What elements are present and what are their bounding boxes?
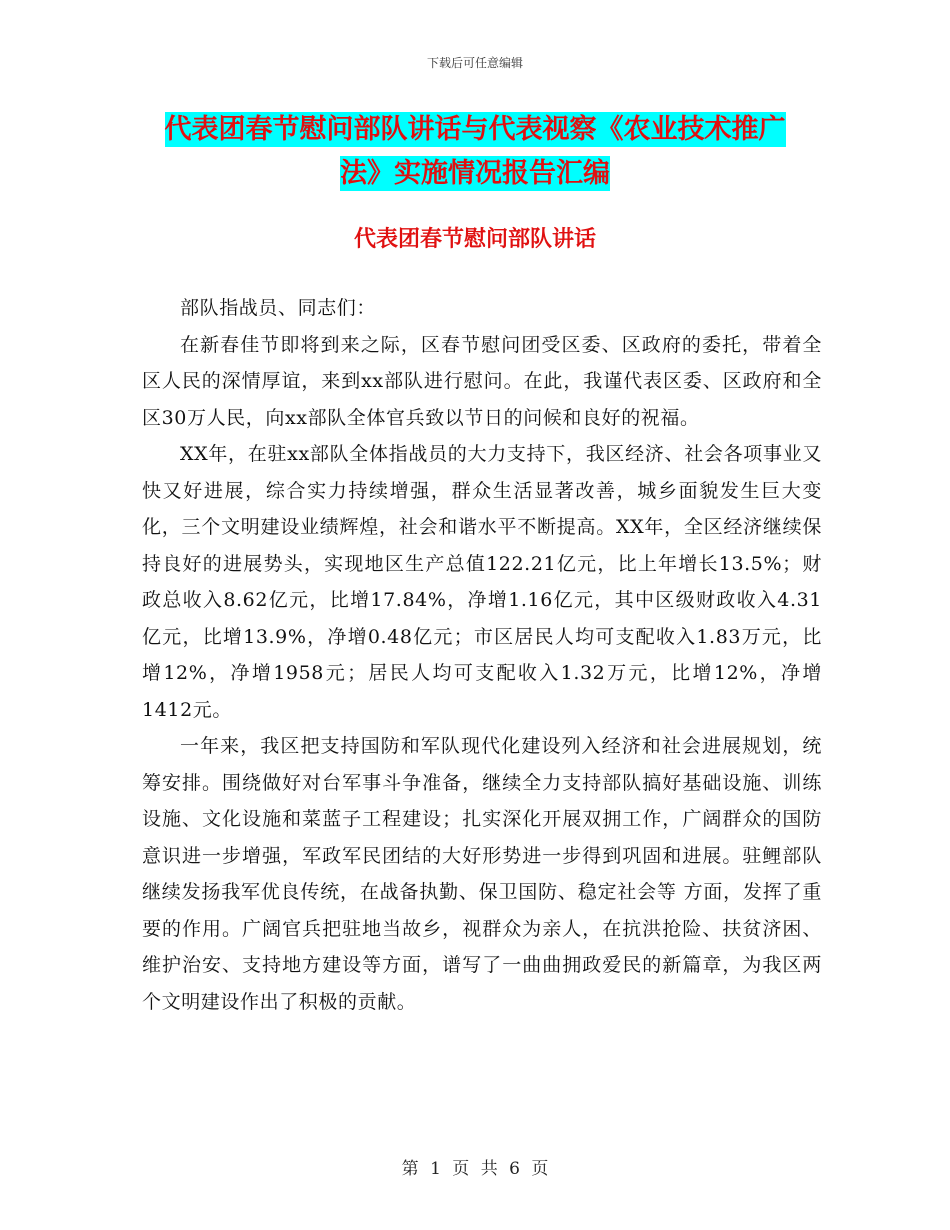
salutation-paragraph: 部队指战员、同志们：	[180, 297, 377, 319]
body-paragraph: 一年来，我区把支持国防和军队现代化建设列入经济和社会进展规划，统筹安排。围绕做好对台军事斗争准备，继续全力支持部队搞好基础设施、训练设施、文化设施和菜蓝子工程建设；扎实深化开展双拥工作，广阔群众的国防意识进一步增强，军政军民团结的大好形势进一步得到巩固和进展。驻鲤部队继续发扬我军优良传统，在战备执勤、保卫国防、稳定社会等 方面，发挥了重要的作用。广阔官兵把驻地当故乡，视群众为亲人，在抗洪抢险、扶贫济困、维护治安、支持地方建设等方面，谱写了一曲曲拥政爱民的新篇章，为我区两个文明建设作出了积极的贡献。	[142, 735, 822, 1013]
body-paragraph: XX年，在驻xx部队全体指战员的大力支持下，我区经济、社会各项事业又快又好进展，综合实力持续增强，群众生活显著改善，城乡面貌发生巨大变化，三个文明建设业绩辉煌，社会和谐水平不断提高。XX年，全区经济继续保持良好的进展势头，实现地区生产总值122.21亿元，比上年增长13.5%；财政总收入8.62亿元，比增17.84%，净增1.16亿元，其中区级财政收入4.31亿元，比增13.9%，净增0.48亿元；市区居民人均可支配收入1.83万元，比增12%，净增1958元；居民人均可支配收入1.32万元，比增12%，净增1412元。	[142, 443, 822, 721]
section-title: 代表团春节慰问部队讲话	[353, 227, 596, 252]
body-paragraph: 在新春佳节即将到来之际，区春节慰问团受区委、区政府的委托，带着全区人民的深情厚谊，来到xx部队进行慰问。在此，我谨代表区委、区政府和全区30万人民，向xx部队全体官兵致以节日的问候和良好的祝福。	[142, 333, 822, 429]
speech-body	[142, 290, 822, 1020]
document-title	[0, 108, 950, 196]
header-note: 下载后可任意编辑	[426, 56, 523, 70]
document-title-line1: 代表团春节慰问部队讲话与代表视察《农业技术推广	[164, 114, 786, 145]
page-number-footer: 第 1 页 共 6 页	[401, 1159, 549, 1179]
document-title-line2: 法》实施情况报告汇编	[340, 158, 610, 189]
